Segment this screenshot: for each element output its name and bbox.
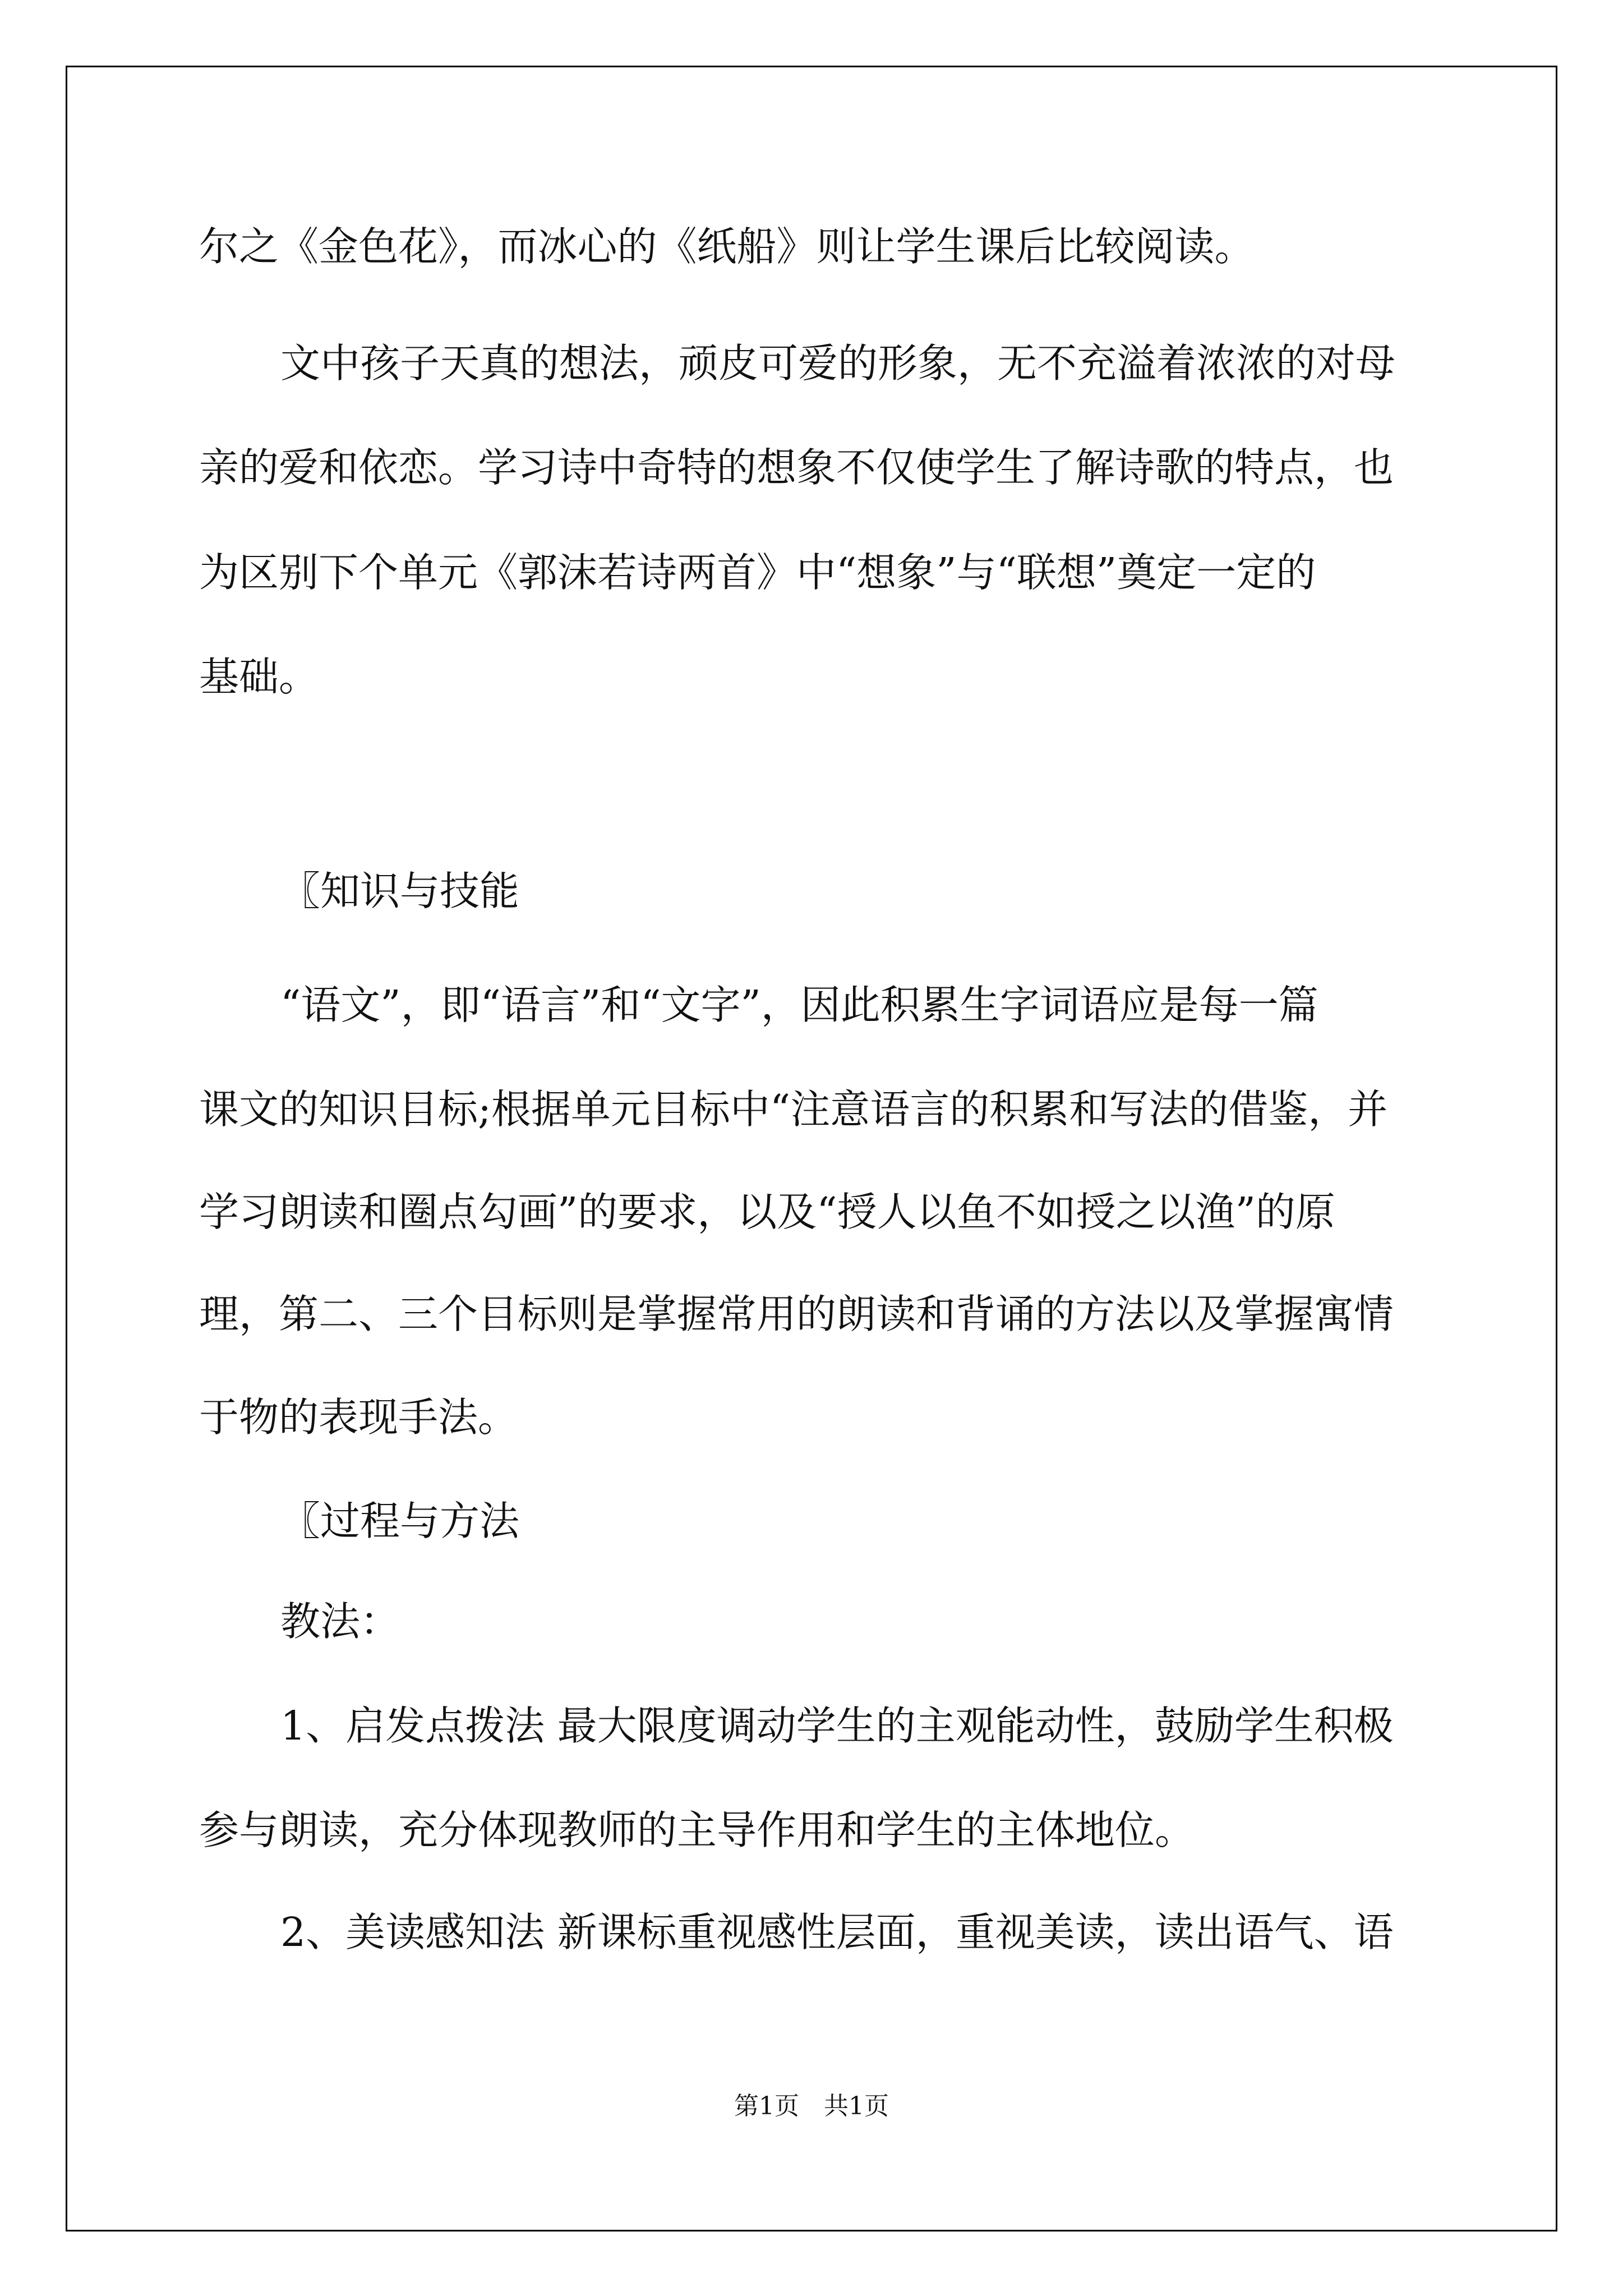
text-line: 1、启发点拨法 最大限度调动学生的主观能动性，鼓励学生积极 (280, 1703, 1394, 1749)
text-line: 参与朗读，充分体现教师的主导作用和学生的主体地位。 (199, 1807, 1195, 1853)
text-line: 学习朗读和圈点勾画”的要求，以及“授人以鱼不如授之以渔”的原 (199, 1189, 1335, 1235)
section-heading: 〖知识与技能 (280, 868, 520, 914)
text-line: 基础。 (199, 654, 319, 700)
text-line: 尔之《金色花》，而冰心的《纸船》则让学生课后比较阅读。 (199, 223, 1255, 270)
text-line: 课文的知识目标;根据单元目标中“注意语言的积累和写法的借鉴，并 (199, 1086, 1388, 1133)
text-line: 文中孩子天真的想法，顽皮可爱的形象，无不充溢着浓浓的对母 (280, 340, 1396, 386)
text-line: 教法： (280, 1598, 400, 1645)
text-line: 亲的爱和依恋。学习诗中奇特的想象不仅使学生了解诗歌的特点，也 (199, 444, 1394, 491)
section-heading: 〖过程与方法 (280, 1498, 520, 1544)
page-footer: 第1页 共1页 (734, 2092, 889, 2120)
text-line: 为区别下个单元《郭沫若诗两首》中“想象”与“联想”奠定一定的 (199, 549, 1316, 596)
text-line: 于物的表现手法。 (199, 1394, 518, 1441)
page-border (66, 66, 1557, 2231)
text-line: “语文”，即“语言”和“文字”，因此积累生字词语应是每一篇 (280, 982, 1318, 1028)
text-line: 理，第二、三个目标则是掌握常用的朗读和背诵的方法以及掌握寓情 (199, 1291, 1394, 1337)
text-line: 2、美读感知法 新课标重视感性层面，重视美读，读出语气、语 (280, 1909, 1394, 1955)
